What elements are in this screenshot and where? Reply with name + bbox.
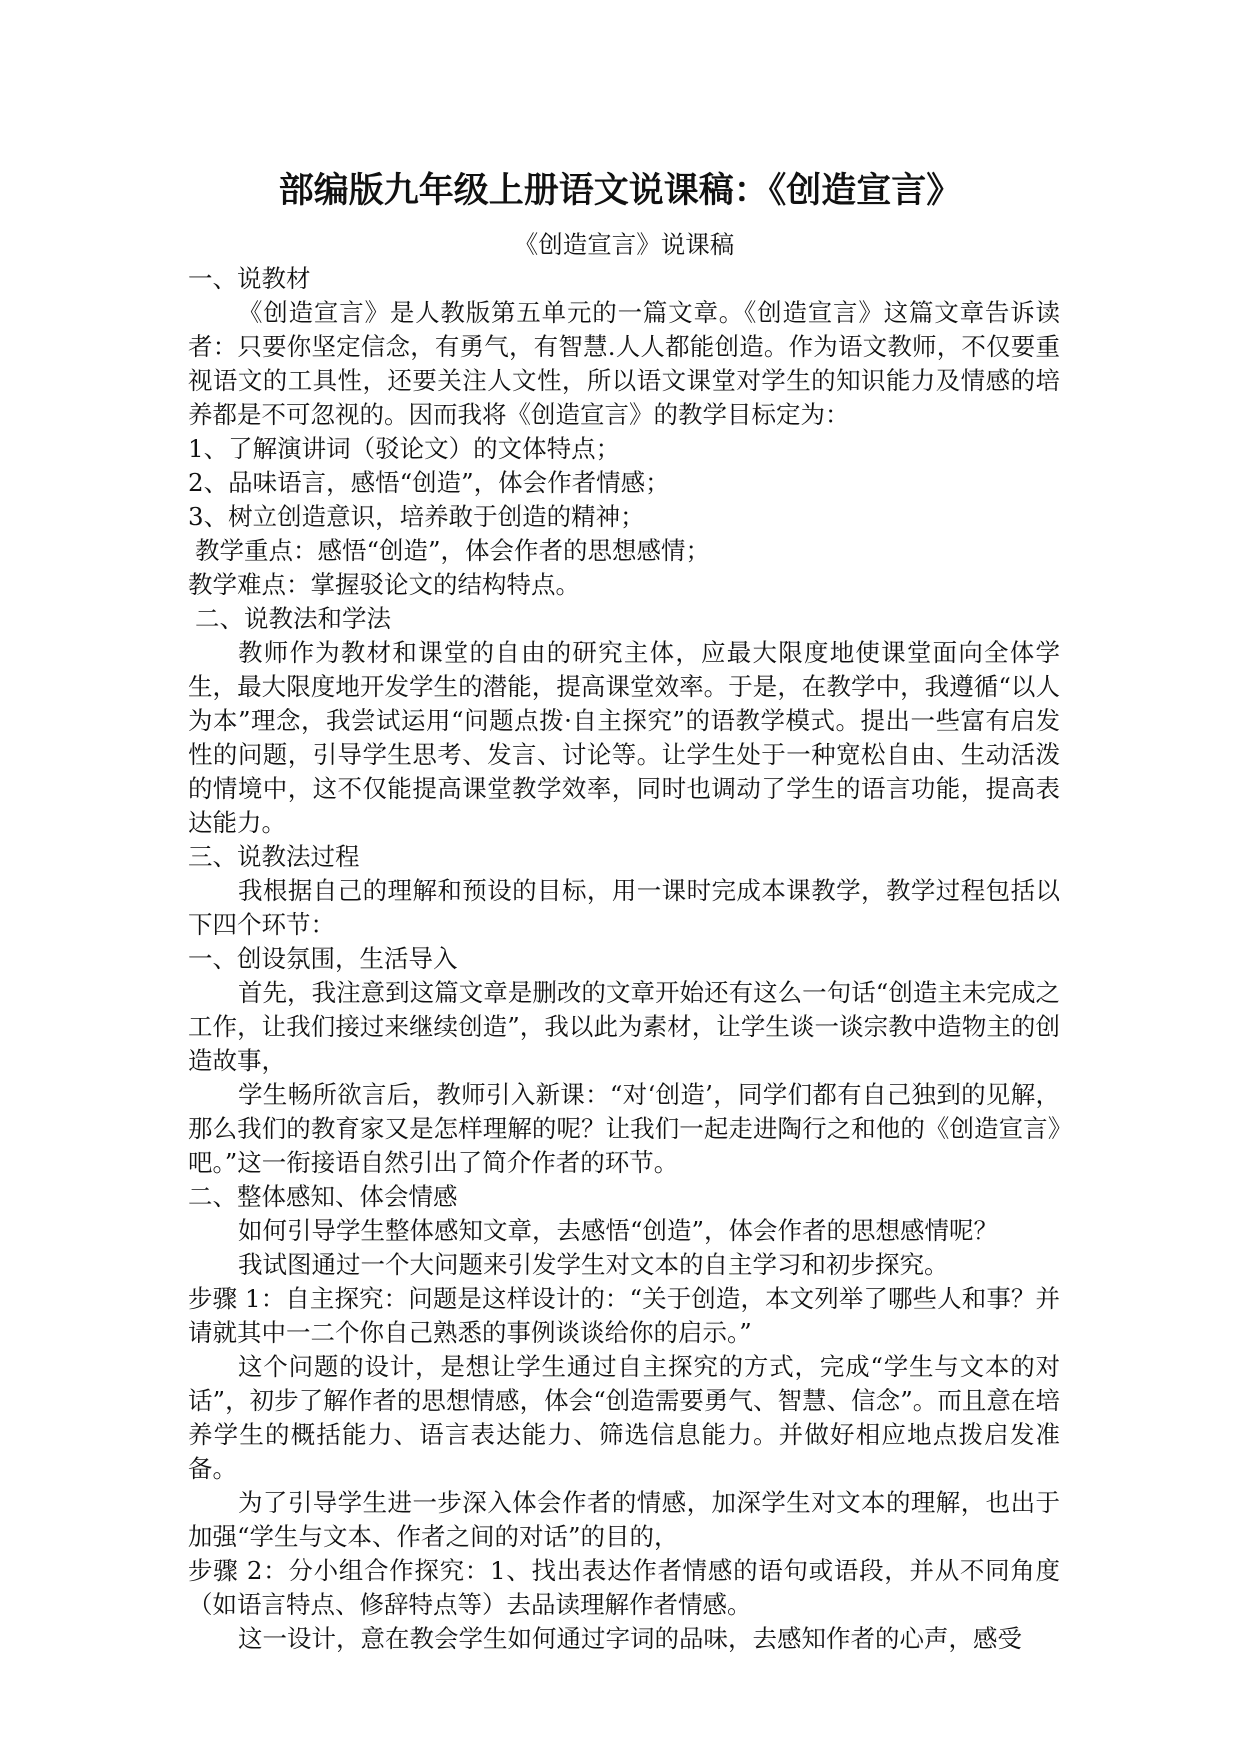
paragraph: 首先，我注意到这篇文章是删改的文章开始还有这么一句话“创造主未完成之工作，让我们接过来继续创造”，我以此为素材，让学生谈一谈宗教中造物主的创造故事， [188,978,1060,1075]
section-heading: 二、说教法和学法 [195,604,391,633]
paragraph: 我根据自己的理解和预设的目标，用一课时完成本课教学，教学过程包括以下四个环节： [188,876,1060,939]
section-heading: 一、说教材 [188,264,311,293]
paragraph: 教师作为教材和课堂的自由的研究主体，应最大限度地使课堂面向全体学生，最大限度地开发学生的潜能，提高课堂效率。于是，在教学中，我遵循“以人为本”理念，我尝试运用“问题点拨·自主探究”的语教学模式。提出一些富有启发性的问题，引导学生思考、发言、讨论等。让学生处于一种宽松自由、生动活泼的情境中，这不仅能提高课堂教学效率，同时也调动了学生的语言功能，提高表达能力。 [188,638,1060,837]
paragraph: 我试图通过一个大问题来引发学生对文本的自主学习和初步探究。 [238,1250,949,1279]
list-item: 3、树立创造意识，培养敢于创造的精神； [188,502,645,531]
subtitle: 《创造宣言》说课稿 [513,230,735,259]
paragraph: 步骤 1：自主探究：问题是这样设计的：“关于创造，本文列举了哪些人和事？并请就其中一二个你自己熟悉的事例谈谈给你的启示。” [188,1284,1060,1347]
paragraph: 这一设计，意在教会学生如何通过字词的品味，去感知作者的心声，感受 [238,1624,1022,1653]
document-title: 部编版九年级上册语文说课稿：《创造宣言》 [278,170,962,211]
paragraph: 教学难点：掌握驳论文的结构特点。 [188,570,580,599]
paragraph: 教学重点：感悟“创造”，体会作者的思想感情； [195,536,711,565]
paragraph: 为了引导学生进一步深入体会作者的情感，加深学生对文本的理解，也出于加强“学生与文本、作者之间的对话”的目的， [188,1488,1060,1551]
paragraph: 《创造宣言》是人教版第五单元的一篇文章。《创造宣言》这篇文章告诉读者：只要你坚定信念，有勇气，有智慧.人人都能创造。作为语文教师，不仅要重视语文的工具性，还要关注人文性，所以语文课堂对学生的知识能力及情感的培养都是不可忽视的。因而我将《创造宣言》的教学目标定为： [188,298,1060,429]
paragraph: 如何引导学生整体感知文章，去感悟“创造”，体会作者的思想感情呢？ [238,1216,999,1245]
section-heading: 三、说教法过程 [188,842,360,871]
document-body [188,228,1060,1656]
list-item: 1、了解演讲词（驳论文）的文体特点； [188,434,621,463]
list-item: 2、品味语言，感悟“创造”，体会作者情感； [188,468,670,497]
sub-heading: 一、创设氛围，生活导入 [188,944,458,973]
sub-heading: 二、整体感知、体会情感 [188,1182,458,1211]
paragraph: 这个问题的设计，是想让学生通过自主探究的方式，完成“学生与文本的对话”，初步了解作者的思想情感，体会“创造需要勇气、智慧、信念”。而且意在培养学生的概括能力、语言表达能力、筛选信息能力。并做好相应地点拨启发准备。 [188,1352,1060,1483]
paragraph: 学生畅所欲言后，教师引入新课：“对‘创造’，同学们都有自己独到的见解，那么我们的教育家又是怎样理解的呢？让我们一起走进陶行之和他的《创造宣言》吧。”这一衔接语自然引出了简介作者的环节。 [188,1080,1060,1177]
paragraph: 步骤 2：分小组合作探究：1、找出表达作者情感的语句或语段，并从不同角度（如语言特点、修辞特点等）去品读理解作者情感。 [188,1556,1060,1619]
